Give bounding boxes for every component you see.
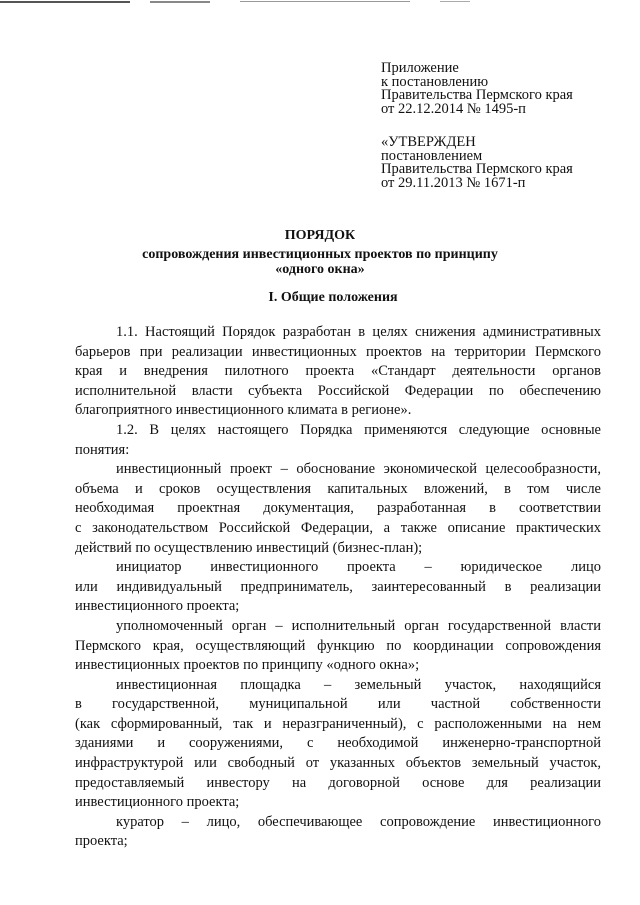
paragraph-line: действий по осуществлению инвестиций (бизнес-план); <box>75 539 423 556</box>
paragraph-line: барьеров при реализации инвестиционных проектов на территории Пермского <box>75 343 601 360</box>
paragraph-line: исполнительной власти субъекта Российской Федерации по обеспечению <box>75 382 601 399</box>
paragraph-line: зданиями и сооружениями, с необходимой инженерно-транспортной <box>75 735 601 752</box>
paragraph-line: Пермского края, осуществляющий функцию по координации сопровождения <box>75 637 601 654</box>
section-heading: I. Общие положения <box>268 290 398 305</box>
paragraph-line: 1.2. В целях настоящего Порядка применяются следующие основные <box>116 421 601 438</box>
appendix-line: Приложение <box>381 60 459 76</box>
paragraph-line: края и внедрения пилотного проекта «Стандарт деятельности органов <box>75 363 601 380</box>
paragraph-line: с законодательством Российской Федерации, а также описание практических <box>75 519 601 536</box>
paragraph-line: объема и сроков осуществления капитальных вложений, в том числе <box>75 480 601 497</box>
document-subtitle: сопровождения инвестиционных проектов по принципу <box>142 247 498 262</box>
document-body <box>75 323 601 852</box>
body-paragraph <box>75 558 601 617</box>
scan-artifact-line <box>0 0 640 6</box>
paragraph-line: (как сформированный, так и неразграниченный), с расположенными на нем <box>75 715 601 732</box>
paragraph-line: инфраструктурой или свободный от указанных объектов земельный участок, <box>75 755 601 772</box>
body-paragraph <box>75 460 601 558</box>
body-paragraph <box>75 323 601 421</box>
appendix-block <box>381 62 573 116</box>
paragraph-line: необходимая проектная документация, разработанная в соответствии <box>75 500 601 517</box>
paragraph-line: инвестиционная площадка – земельный участок, находящийся <box>116 676 601 693</box>
paragraph-line: куратор – лицо, обеспечивающее сопровождение инвестиционного <box>116 813 601 830</box>
paragraph-line: понятия: <box>75 441 130 458</box>
approval-line: от 29.11.2013 № 1671-п <box>381 174 526 191</box>
paragraph-line: благоприятного инвестиционного климата в регионе». <box>75 402 412 419</box>
appendix-line: от 22.12.2014 № 1495-п <box>381 100 526 117</box>
paragraph-line: инициатор инвестиционного проекта – юридическое лицо <box>116 559 601 576</box>
paragraph-line: уполномоченный орган – исполнительный орган государственной власти <box>116 617 601 634</box>
paragraph-line: 1.1. Настоящий Порядок разработан в целях снижения административных <box>116 324 601 340</box>
paragraph-line: или индивидуальный предприниматель, заинтересованный в реализации <box>75 578 601 595</box>
approval-line: Правительства Пермского края <box>381 161 573 177</box>
appendix-line: к постановлению <box>381 73 489 90</box>
appendix-line: Правительства Пермского края <box>381 87 573 103</box>
paragraph-line: инвестиционного проекта; <box>75 794 240 811</box>
body-paragraph <box>75 813 601 852</box>
approval-line: постановлением <box>381 147 483 164</box>
document-subtitle: «одного окна» <box>275 262 365 277</box>
paragraph-line: инвестиционного проекта; <box>75 598 240 615</box>
approval-stamp-block <box>381 136 573 190</box>
document-title: ПОРЯДОК <box>284 228 356 243</box>
approval-line: «УТВЕРЖДЕН <box>381 134 476 150</box>
paragraph-line: инвестиционный проект – обоснование экономической целесообразности, <box>116 461 601 478</box>
body-paragraph <box>75 617 601 676</box>
body-paragraph <box>75 676 601 813</box>
paragraph-line: предоставляемый инвестору на договорной основе для реализации <box>75 774 601 791</box>
paragraph-line: инвестиционных проектов по принципу «одного окна»; <box>75 657 420 674</box>
paragraph-line: проекта; <box>75 833 128 850</box>
paragraph-line: в государственной, муниципальной или частной собственности <box>75 696 601 713</box>
body-paragraph <box>75 421 601 460</box>
